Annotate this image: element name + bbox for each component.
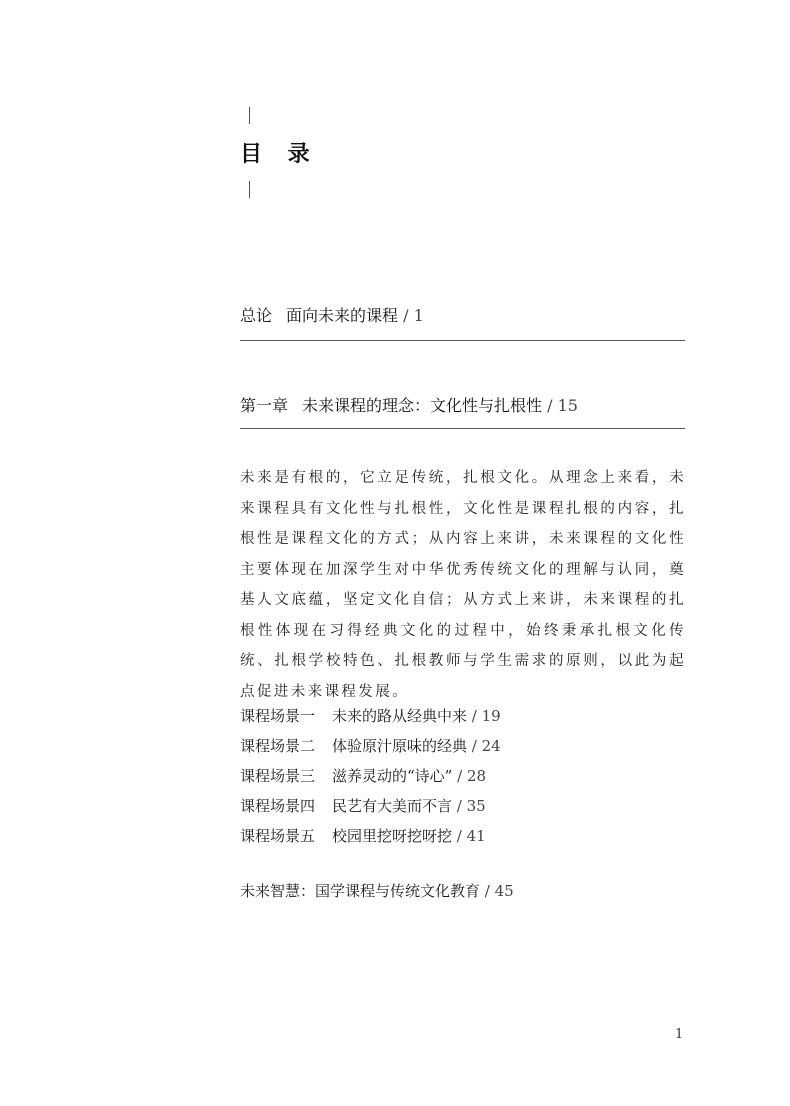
toc-entry-scene-5[interactable] bbox=[240, 821, 501, 851]
scene-page-ref: / 35 bbox=[456, 797, 486, 815]
scene-page-ref: / 19 bbox=[471, 707, 501, 725]
scene-title: 滋养灵动的“诗心” bbox=[332, 767, 453, 785]
chapter1-summary: 未来是有根的，它立足传统，扎根文化。从理念上来看，未来课程具有文化性与扎根性，文化性是课程扎根的内容，扎根性是课程文化的方式；从内容上来讲，未来课程的文化性主要体现在加深学生对中华优秀传统文化的理解与认同，奠基人文底蕴，坚定文化自信；从方式上来讲，未来课程的扎根性体现在习得经典文化的过程中，始终秉承扎根文化传统、扎根学校特色、扎根教师与学生需求的原则，以此为起点促进未来课程发展。 bbox=[240, 470, 686, 700]
divider-intro bbox=[240, 340, 685, 341]
scene-label: 课程场景一 bbox=[240, 707, 316, 725]
scene-list bbox=[240, 701, 501, 851]
scene-label: 课程场景二 bbox=[240, 737, 316, 755]
closing-page-ref: / 45 bbox=[484, 882, 514, 900]
chapter1-title: 未来课程的理念：文化性与扎根性 bbox=[302, 396, 543, 415]
intro-title: 面向未来的课程 bbox=[286, 306, 399, 325]
page-title: 目 录 bbox=[240, 142, 319, 167]
scene-title: 校园里挖呀挖呀挖 bbox=[332, 827, 453, 845]
toc-entry-scene-1[interactable] bbox=[240, 701, 501, 731]
chapter1-page-ref: / 15 bbox=[547, 396, 578, 415]
scene-title: 体验原汁原味的经典 bbox=[332, 737, 468, 755]
divider-chapter1 bbox=[240, 428, 685, 429]
scene-title: 民艺有大美而不言 bbox=[332, 797, 453, 815]
scene-title: 未来的路从经典中来 bbox=[332, 707, 468, 725]
page-number: 1 bbox=[675, 1027, 684, 1042]
decorative-bar-bottom bbox=[249, 181, 250, 198]
toc-entry-chapter1[interactable] bbox=[240, 395, 578, 417]
scene-page-ref: / 41 bbox=[456, 827, 486, 845]
scene-page-ref: / 24 bbox=[471, 737, 501, 755]
closing-title: 未来智慧：国学课程与传统文化教育 bbox=[240, 882, 481, 900]
toc-entry-scene-2[interactable] bbox=[240, 731, 501, 761]
toc-entry-closing[interactable] bbox=[240, 876, 514, 906]
scene-label: 课程场景四 bbox=[240, 797, 316, 815]
intro-label: 总论 bbox=[240, 306, 273, 325]
intro-page-ref: / 1 bbox=[403, 306, 424, 325]
chapter1-label: 第一章 bbox=[240, 396, 289, 415]
scene-label: 课程场景五 bbox=[240, 827, 316, 845]
scene-label: 课程场景三 bbox=[240, 767, 316, 785]
scene-page-ref: / 28 bbox=[457, 767, 487, 785]
toc-entry-intro[interactable] bbox=[240, 305, 424, 327]
decorative-bar-top bbox=[249, 107, 250, 124]
toc-entry-scene-4[interactable] bbox=[240, 791, 501, 821]
toc-entry-scene-3[interactable] bbox=[240, 761, 501, 791]
